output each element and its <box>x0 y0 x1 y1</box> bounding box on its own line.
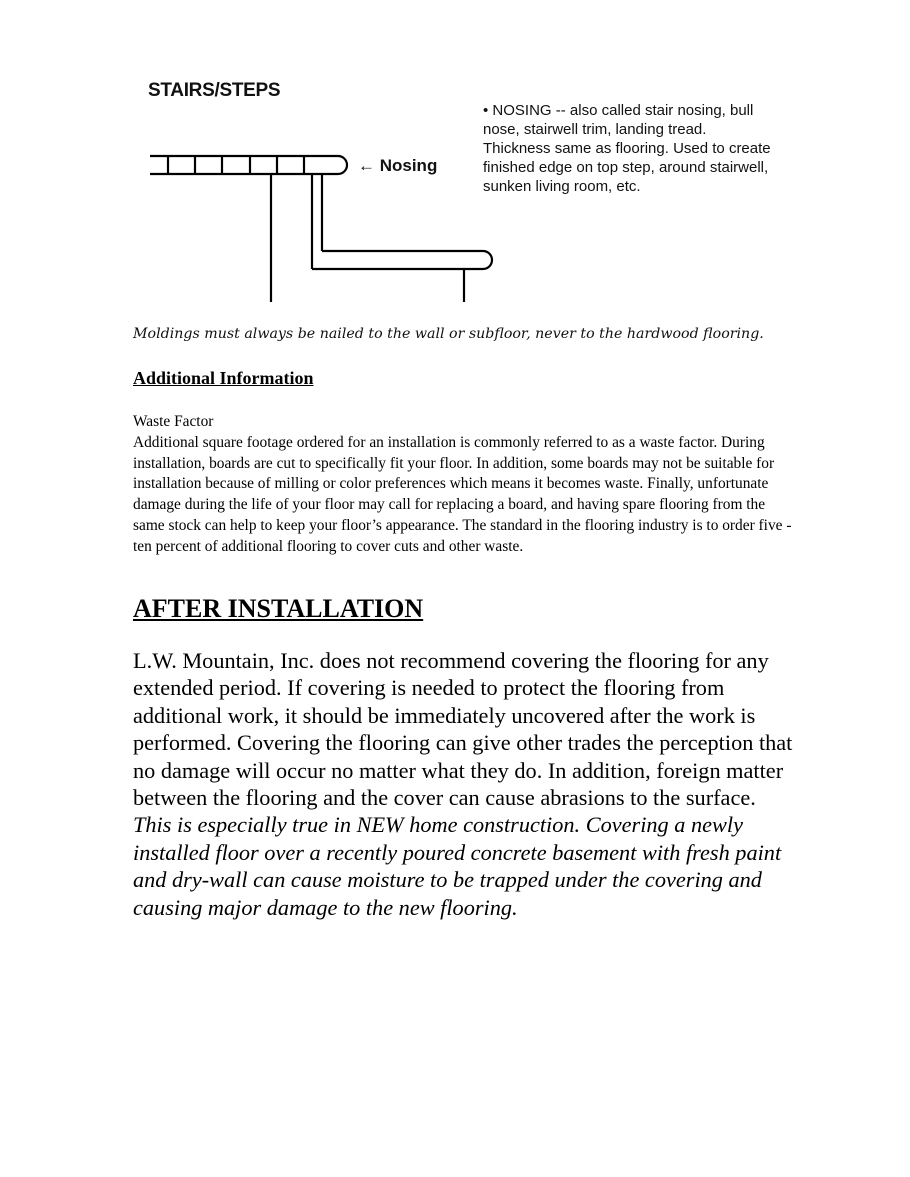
new-construction-note: This is especially true in NEW home construction. Covering a newly installed floor over a recently poured concrete basement with fresh paint and dry-wall can cause moisture to be trapped under the covering and causing major damage to the new flooring. <box>133 812 782 920</box>
stair-nosing-diagram <box>140 140 500 305</box>
waste-factor-section <box>133 412 793 558</box>
after-installation-heading: AFTER INSTALLATION <box>133 594 424 623</box>
moldings-caption: Moldings must always be nailed to the wall or subfloor, never to the hardwood flooring. <box>133 326 764 342</box>
top-tread <box>150 156 347 174</box>
nosing-label: ← Nosing <box>358 156 438 175</box>
figure-title: STAIRS/STEPS <box>148 80 281 101</box>
after-installation-section <box>133 647 793 921</box>
waste-factor-body: Additional square footage ordered for an installation is commonly referred to as a waste factor. During installation, boards are cut to specifically fit your floor. In addition, some boards may not be suitable for installation because of milling or color preferences which means it becomes waste. Finally, unfortunate damage during the life of your floor may call for replacing a board, and having spare flooring from the same stock can help to keep your floor’s appearance. The standard in the flooring industry is to order five - ten percent of additional flooring to cover cuts and other waste. <box>133 433 792 555</box>
additional-information-heading: Additional Information <box>133 368 314 388</box>
after-installation-body: L.W. Mountain, Inc. does not recommend covering the flooring for any extended period. If covering is needed to protect the flooring from additional work, it should be immediately uncovered after the work is performed. Covering the flooring can give other trades the perception that no damage will occur no matter what they do. In addition, foreign matter between the flooring and the cover can cause abrasions to the surface. <box>133 648 793 811</box>
waste-factor-subheading: Waste Factor <box>133 413 214 430</box>
nosing-note: • NOSING -- also called stair nosing, bull nose, stairwell trim, landing tread. Thickness same as flooring. Used to create finished edge on top step, around stairwell, sunken living room, etc. <box>483 102 771 195</box>
lower-tread <box>312 251 492 269</box>
